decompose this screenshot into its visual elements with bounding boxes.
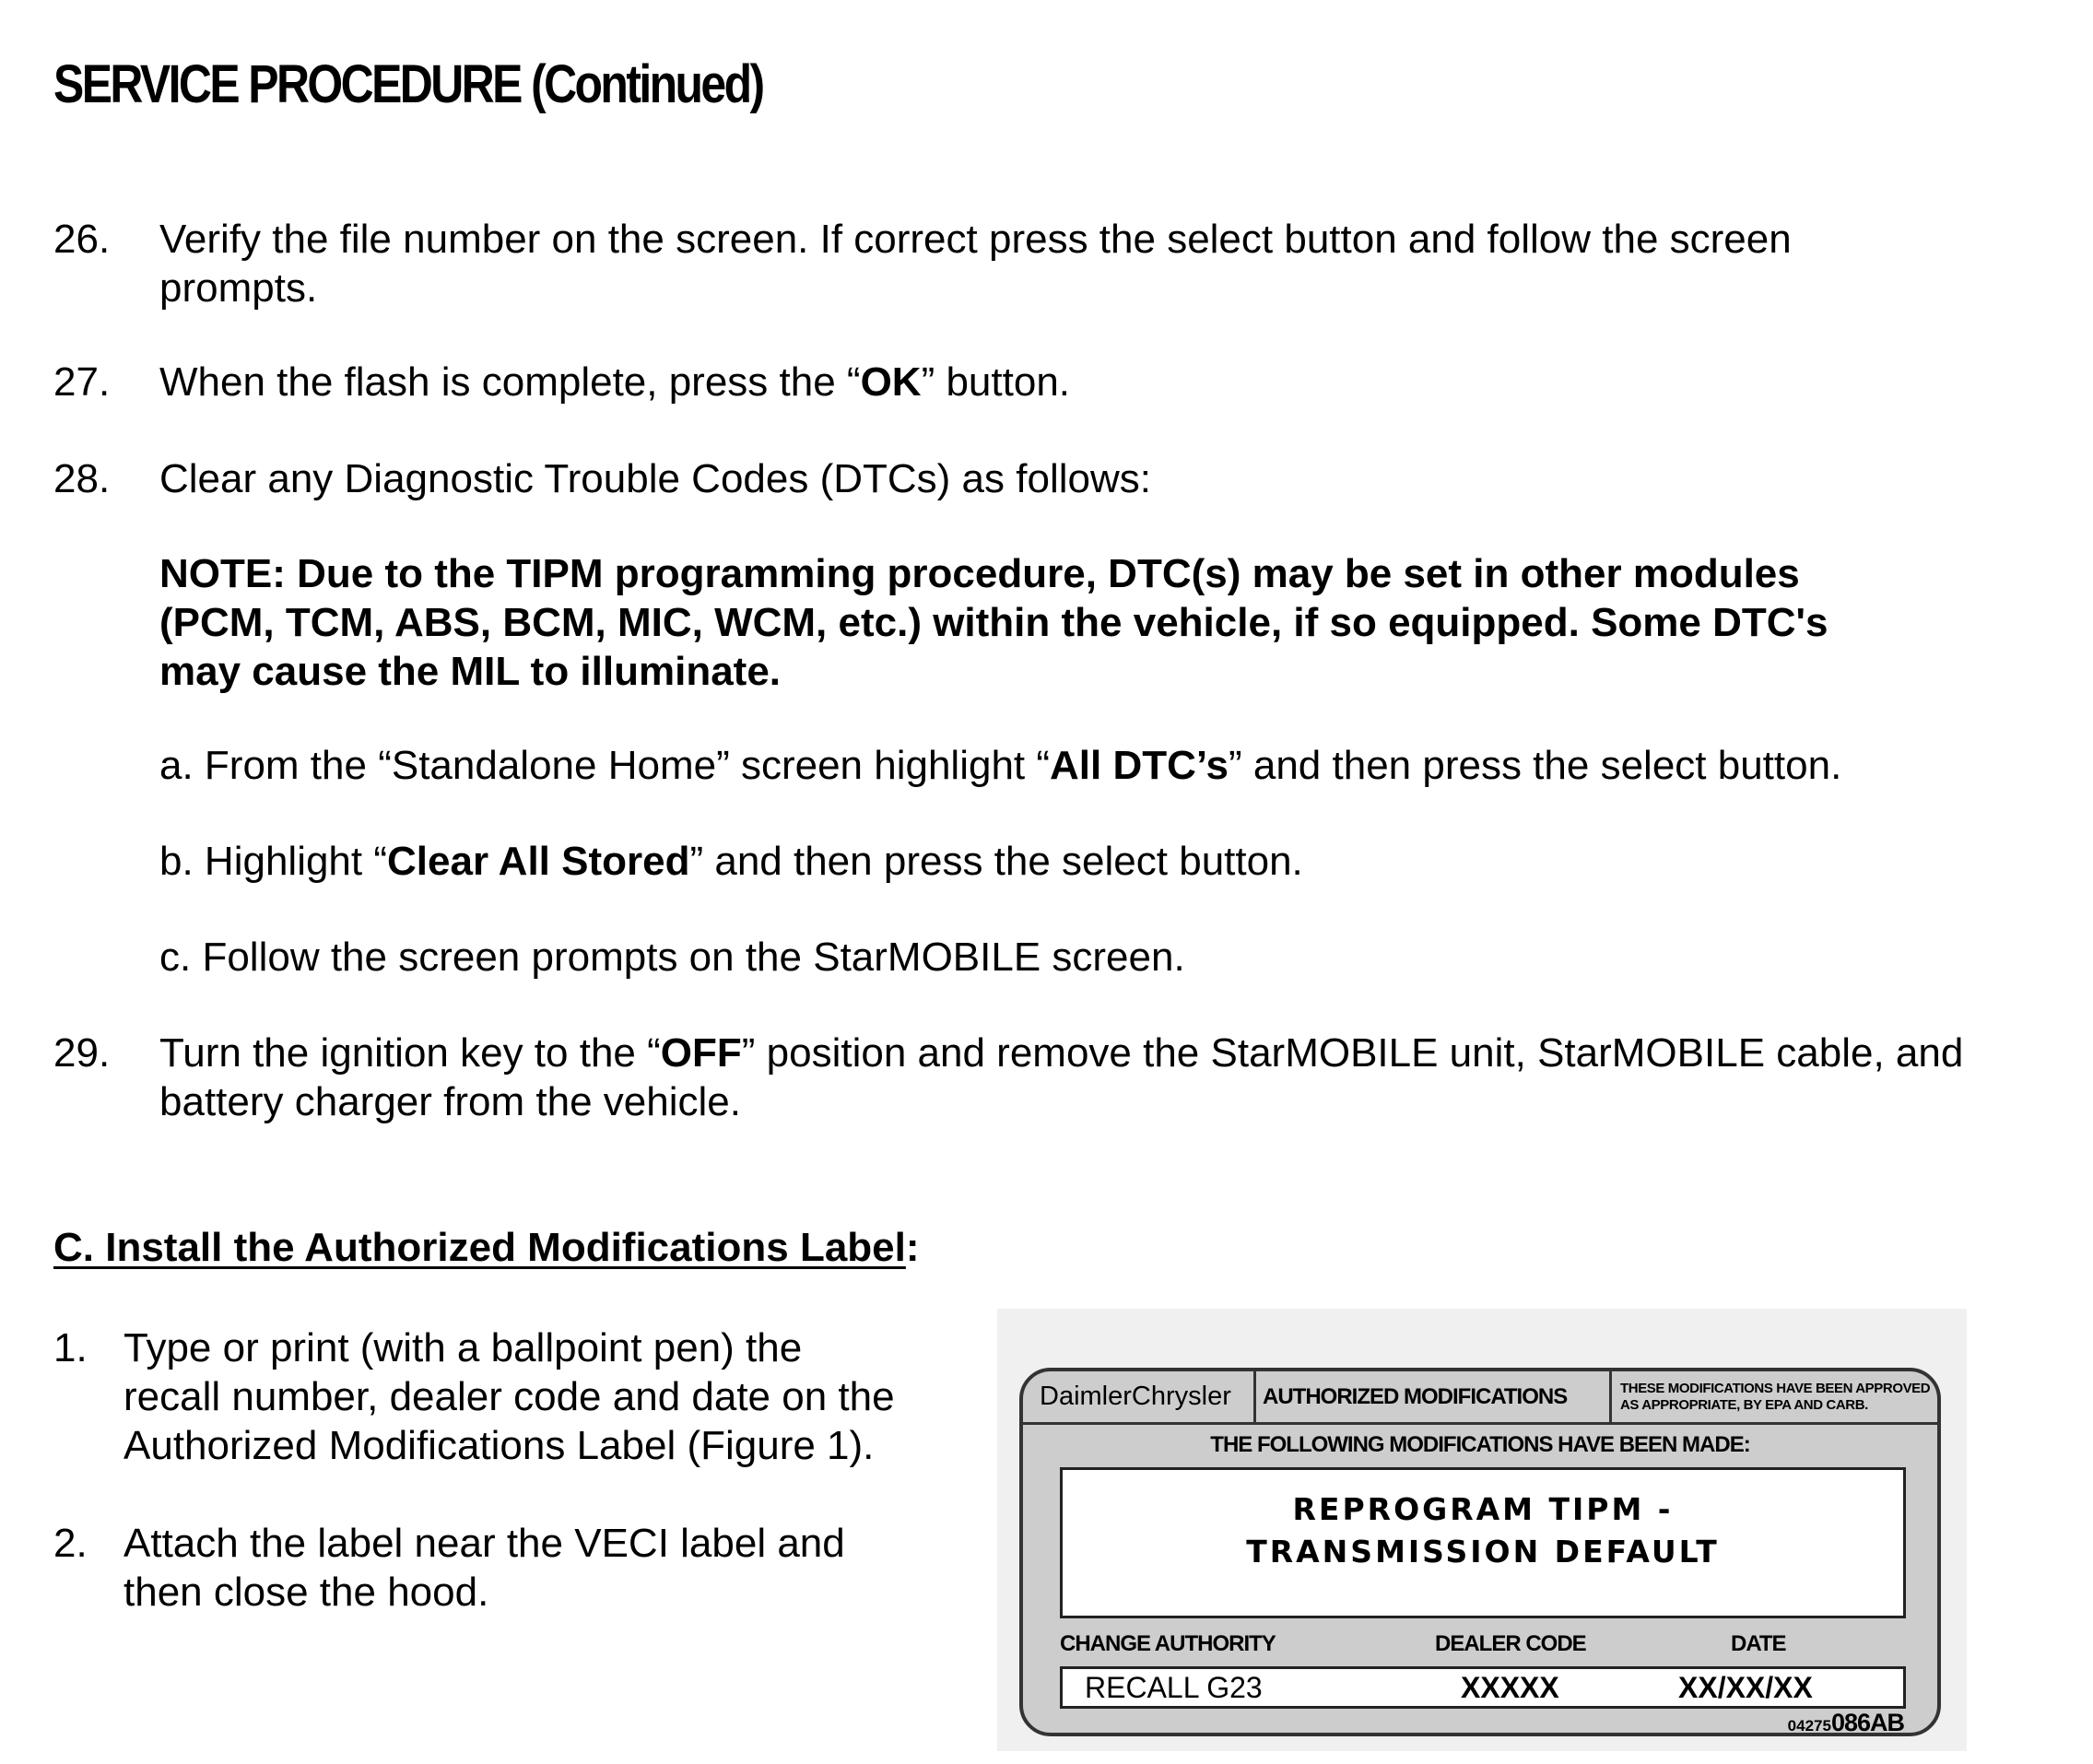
label-value-date: XX/XX/XX [1678,1671,1813,1704]
label-col-change-authority: CHANGE AUTHORITY [1060,1631,1276,1656]
item-line: Authorized Modifications Label (Figure 1). [123,1423,875,1468]
modifications-label [1019,1368,1941,1736]
label-modification-box[interactable] [1060,1467,1906,1618]
step-29-line2: battery charger from the vehicle. [159,1079,741,1124]
emphasis-text: All DTC’s [1050,743,1229,788]
label-col-dealer-code: DEALER CODE [1435,1631,1586,1656]
step-26-line2: prompts. [159,265,318,311]
step-26-text [159,215,1792,312]
text-run: a. From the “Standalone Home” screen highlight “ [159,743,1051,788]
label-brand: DaimlerChrysler [1040,1382,1231,1411]
approved-note-text [1620,1381,1930,1414]
page-title: SERVICE PROCEDURE (Continued) [53,54,763,114]
section-c-heading [53,1225,920,1271]
step-number: 29. [53,1030,111,1076]
part-number-prefix: 04275 [1787,1717,1831,1735]
modification-line: REPROGRAM TIPM - [1292,1491,1674,1527]
item-line: Attach the label near the VECI label and [123,1521,845,1566]
label-authorized: AUTHORIZED MODIFICATIONS [1263,1383,1568,1409]
note-line: NOTE: Due to the TIPM programming procedure, DTC(s) may be set in other modules [159,551,1800,596]
part-number-suffix: 086AB [1830,1709,1904,1736]
section-heading-text: C. Install the Authorized Modifications Label [53,1225,906,1270]
label-col-date: DATE [1731,1631,1786,1656]
step-number: 28. [53,456,111,501]
note-line: may cause the MIL to illuminate. [159,649,782,694]
text-run: ” button. [921,359,1071,405]
label-value-change-authority: RECALL G23 [1085,1671,1263,1704]
label-approved-note [1620,1371,1934,1422]
item-number: 1. [53,1325,88,1370]
text-run: Turn the ignition key to the “ [159,1030,661,1076]
approved-line: THESE MODIFICATIONS HAVE BEEN APPROVED [1620,1380,1931,1396]
authorized-modifications-label-figure [997,1309,1967,1751]
emphasis-text: OK [860,359,922,405]
label-divider [1253,1371,1256,1422]
text-run: When the flash is complete, press the “ [159,359,861,405]
step-number: 26. [53,217,111,262]
step-29-text [159,1029,1963,1126]
label-value-dealer-code: XXXXX [1461,1671,1559,1704]
section-c-item-2 [123,1519,845,1617]
substep-a [159,741,1841,790]
substep-c: c. Follow the screen prompts on the StarMOBILE screen. [159,935,1185,980]
label-following-heading: THE FOLLOWING MODIFICATIONS HAVE BEEN MADE: [1210,1432,1750,1457]
text-run: ” and then press the select button. [689,839,1303,884]
text-run: ” position and remove the StarMOBILE unit, StarMOBILE cable, and [741,1030,1964,1076]
text-run: b. Highlight “ [159,839,388,884]
step-26-line1: Verify the file number on the screen. If correct press the select button and follow the screen [159,217,1792,262]
emphasis-text: Clear All Stored [387,839,690,884]
step-27-text [159,358,1070,406]
item-line: recall number, dealer code and date on the [123,1374,895,1419]
step-28-text: Clear any Diagnostic Trouble Codes (DTCs) as follows: [159,456,1151,501]
step-29-line1 [159,1029,1963,1077]
substep-b [159,837,1303,886]
modification-line: TRANSMISSION DEFAULT [1246,1534,1720,1570]
label-divider [1609,1371,1612,1422]
section-c-item-1 [123,1323,895,1470]
approved-line: AS APPROPRIATE, BY EPA AND CARB. [1620,1396,1868,1413]
emphasis-text: OFF [660,1030,742,1076]
item-line: Type or print (with a ballpoint pen) the [123,1325,803,1370]
label-values-box[interactable] [1060,1666,1906,1709]
note-line: (PCM, TCM, ABS, BCM, MIC, WCM, etc.) within the vehicle, if so equipped. Some DTC's [159,600,1828,645]
label-header-row [1023,1371,1937,1425]
item-line: then close the hood. [123,1570,489,1615]
note-block [159,549,1828,696]
step-number: 27. [53,359,111,405]
text-run: ” and then press the select button. [1228,743,1842,788]
item-number: 2. [53,1521,88,1566]
label-part-number [1788,1709,1904,1737]
heading-colon: : [905,1225,920,1270]
